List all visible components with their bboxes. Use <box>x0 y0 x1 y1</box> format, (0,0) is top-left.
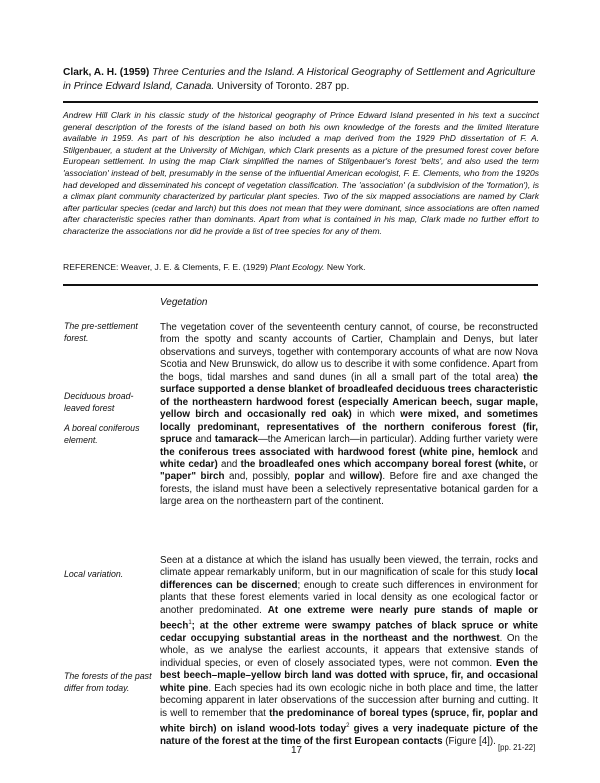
margin-note-deciduous: Deciduous broad-leaved forest <box>64 391 134 414</box>
reference <box>63 262 539 273</box>
top-divider <box>63 101 538 103</box>
vegetation-paragraph-2: Seen at a distance at which the island has usually been viewed, the terrain, rocks and climate appear remarkably uniform, but in our magnification of scale for this study local differences can be discerned; enough to create such differences in environment for plants that these forest elements varied in local density as one ecological factor or another predominated. At one extreme were nearly pure stands of maple or beech$^1$; at the other extreme were swampy patches of black spruce or white cedar occupying substantial areas in the northeast and the northwest. On the whole, as we analyse the earliest accounts, it appears that extensive stands of individual species, or even of closely associated types, were not common. Even the best beech–maple–yellow birch land was dotted with spruce, fir, and occasional white pine. Each species had its own ecologic niche in both place and time, the latter becoming apparent in later observations of the succession after burning and cutting. It is well to remember that the predominance of boreal types (spruce, fir, poplar and white birch) on island wood-lots today$^2$ gives a very inadequate picture of the nature of the forest at the time of the first European contacts (Figure [4]). <box>160 555 538 747</box>
reference-label: REFERENCE: Weaver, J. E. & Clements, F. E. (1929) <box>63 262 268 272</box>
page-range-note: [pp. 21-22] <box>498 743 536 752</box>
citation-author: Clark, A. H. (1959) <box>63 67 150 78</box>
citation-publisher: University of Toronto. 287 pp. <box>217 81 350 93</box>
reference-place: New York. <box>326 262 366 272</box>
citation <box>63 66 541 94</box>
margin-note-boreal: A boreal coniferous element. <box>64 423 140 446</box>
section-title: Vegetation <box>160 297 208 308</box>
intro-paragraph: Andrew Hill Clark in his classic study of the historical geography of Prince Edward Island presented in his text a succinct general description of the forests of the island based on both his own knowledge of the forests and the limited literature available in 1959. As part of his description he also included a map derived from the 1929 PhD dissertation of F. A. Stilgenbauer, a student at the University of Michigan, which Clark presents as a picture of the presumed forest cover before European settlement. In using the map Clark simplified the names of Stilgenbauer's forest 'belts', and also used the term 'association' instead of belt, presumably in the sense of the influential American ecologist, F. E. Clements, who from the 1920s had developed and disseminated his concept of vegetation classification. The 'association' (a subdivision of the 'formation'), is a climax plant community characterized by particular plant species. Two of the six mapped associations are named by Clark after particular species (cedar and larch) but this does not mean that they were dominant, since associations are often named after characteristic species rather than dominants. Apart from what is contained in his map, Clark made no further effort to characterize the associations nor did he provide a list of tree species for any of them. <box>63 110 539 236</box>
vegetation-paragraph-1: The vegetation cover of the seventeenth century cannot, of course, be reconstructed from the spotty and scanty accounts of Cartier, Champlain and Denys, but later observations and surveys, together with contemporary accounts of what are now Nova Scotia and New Brunswick, do allow us to describe it with some confidence. Apart from the bogs, tidal marshes and sand dunes (in all a small part of the total area) the surface supported a dense blanket of broadleafed deciduous trees characteristic of the northeastern hardwood forest (especially American beech, sugar maple, yellow birch and occasionally red oak) in which were mixed, and sometimes locally predominant, representatives of the northern coniferous forest (fir, spruce and tamarack—the American larch—in particular). Adding further variety were the coniferous trees associated with hardwood forest (white pine, hemlock and white cedar) and the broadleafed ones which accompany boreal forest (white, or "paper" birch and, possibly, poplar and willow). Before fire and axe changed the forests, the island must have been a selectively representative botanical garden for a large area on the northeastern part of the continent. <box>160 322 539 508</box>
margin-note-local: Local variation. <box>64 569 124 579</box>
section-divider <box>63 284 538 286</box>
reference-title: Plant Ecology. <box>270 262 325 272</box>
margin-note-presettlement: The pre-settlement forest. <box>64 321 138 344</box>
page-number: 17 <box>291 745 303 756</box>
margin-note-past: The forests of the past differ from today. <box>64 671 152 694</box>
citation-title: Three Centuries and the Island. A Historical Geography of Settlement and Agriculture in Prince Edward Island, Canada. <box>63 67 536 93</box>
